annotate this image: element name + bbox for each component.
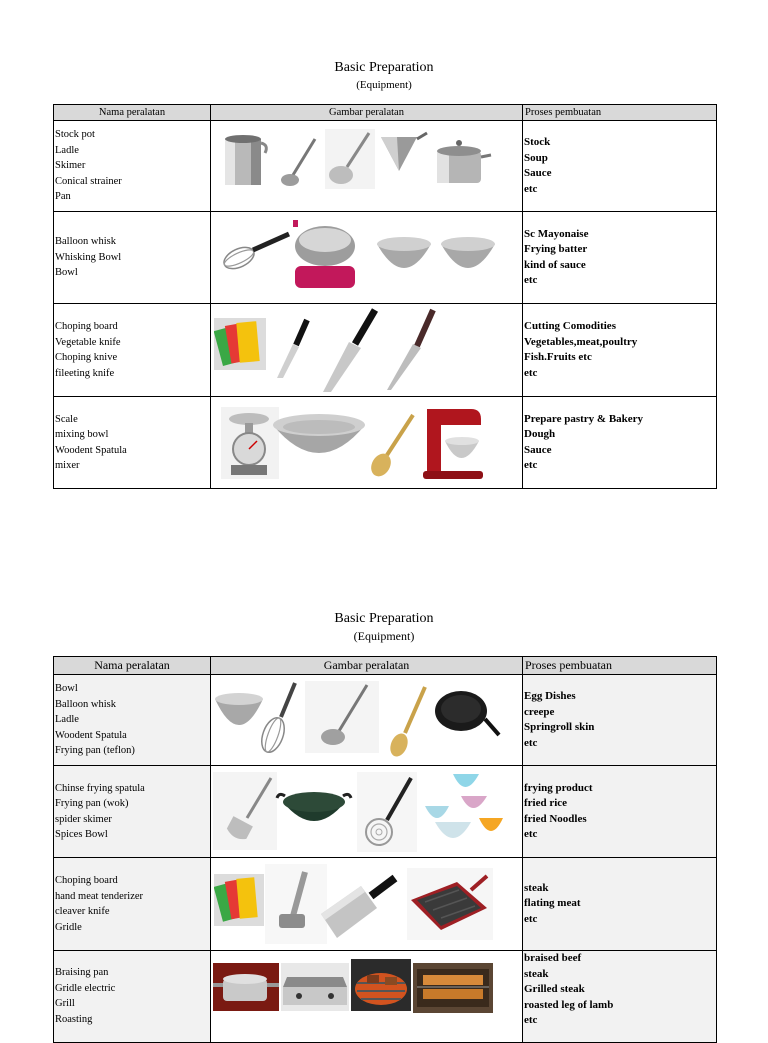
process-item: Stock [524,136,551,148]
header-proses-pembuatan: Proses pembuatan [523,657,717,675]
table-header-row [54,657,717,675]
braising-pan-icon [213,963,279,1011]
equipment-name: Balloon whisk [55,698,116,710]
process-item: fried rice [524,797,568,809]
section1-subtitle: (Equipment) [356,79,412,91]
equipment-table-1 [53,104,717,489]
equipment-name: Bowl [55,683,78,695]
table-header-row [54,105,717,121]
equipment-names-cell [54,951,211,1043]
table-row [54,858,717,951]
stock-pot-icon [219,129,269,189]
equipment-name: Roasting [55,1013,93,1025]
equipment-name: Stock pot [55,129,95,141]
equipment-pictures-cell [211,304,523,397]
equipment-name: fileeting knife [55,367,115,379]
process-item: Soup [524,151,548,164]
table-row [54,121,717,212]
equipment-name: spider skimer [55,813,112,825]
stand-mixer-icon [417,403,489,483]
cleaver-knife-icon [315,864,403,944]
process-item: braised beef [524,952,582,964]
process-cell [523,766,717,858]
header-gambar-peralatan: Gambar peralatan [211,657,523,675]
chinese-frying-spatula-icon [213,772,277,850]
electric-griddle-icon [281,963,349,1011]
frying-pan-icon [433,685,501,743]
header-gambar-peralatan: Gambar peralatan [211,105,523,121]
section2-subtitle: (Equipment) [353,629,415,643]
equipment-pictures-cell [211,121,523,212]
equipment-names-cell [54,858,211,951]
cutting-board-icon [214,874,264,926]
equipment-name: Skimer [55,160,86,172]
equipment-pictures-cell [211,858,523,951]
process-item: steak [524,967,549,980]
process-item: fried Noodles [524,812,587,825]
equipment-name: mixing bowl [55,429,109,440]
chopping-knife-icon [321,306,381,394]
spices-bowls-icon [421,770,503,852]
process-cell [523,212,717,304]
ladle-icon [305,681,379,753]
process-item: Egg Dishes [524,690,576,702]
process-cell [523,397,717,489]
process-item: Vegetables,meat,poultry [524,335,638,348]
equipment-name: Woodent Spatula [55,729,127,741]
table-row [54,212,717,304]
vegetable-knife-icon [271,314,311,382]
process-item: roasted leg of lamb [524,998,614,1011]
process-item: Grilled steak [524,983,585,995]
process-item: kind of sauce [524,258,586,271]
table-row [54,951,717,1043]
skimmer-icon [325,129,375,189]
table-row [54,675,717,766]
equipment-name: Bowl [55,267,78,279]
equipment-name: Choping board [55,321,118,332]
equipment-name: Scale [55,413,78,425]
section2-title: Basic Preparation [334,611,434,626]
equipment-name: Spices Bowl [55,829,108,840]
process-cell [523,304,717,397]
equipment-name: Choping knive [55,352,118,363]
equipment-name: hand meat tenderizer [55,890,144,902]
equipment-name: Ladle [55,714,79,726]
equipment-name: Frying pan (teflon) [55,745,135,757]
process-item: Springroll skin [524,721,595,733]
mixing-bowl-icon [271,411,367,463]
spider-skimmer-icon [357,772,417,852]
equipment-name: Frying pan (wok) [55,798,129,809]
process-cell [523,951,717,1043]
section1-title: Basic Preparation [334,60,434,75]
header-nama-peralatan: Nama peralatan [54,657,211,675]
process-item: Cutting Comodities [524,320,616,332]
process-item: Sc Mayonaise [524,227,589,240]
process-item: etc [524,366,538,379]
process-item: etc [524,182,538,195]
equipment-name: mixer [55,460,80,471]
equipment-name: Braising pan [55,967,109,978]
equipment-name: Balloon whisk [55,236,116,248]
equipment-name: Pan [55,191,71,203]
process-item: etc [524,459,538,471]
equipment-names-cell [54,675,211,766]
header-proses-pembuatan: Proses pembuatan [523,105,717,121]
process-item: Prepare pastry & Bakery [524,412,644,425]
equipment-names-cell [54,766,211,858]
equipment-name: Grill [55,998,75,1009]
equipment-names-cell [54,397,211,489]
cutting-board-icon [214,318,266,370]
wooden-spatula-icon [367,411,419,479]
grill-icon [351,959,411,1011]
process-item: flating meat [524,897,581,910]
equipment-name: Vegetable knife [55,336,121,348]
equipment-name: Conical strainer [55,175,122,187]
process-item: etc [524,912,538,925]
equipment-pictures-cell [211,675,523,766]
balloon-whisk-icon [219,226,293,274]
header-nama-peralatan: Nama peralatan [54,105,211,121]
table-row [54,397,717,489]
table-row [54,766,717,858]
conical-strainer-icon [377,131,429,177]
process-item: etc [524,274,538,286]
equipment-names-cell [54,304,211,397]
process-cell [523,675,717,766]
process-cell [523,121,717,212]
bowl-icon [375,234,433,282]
pan-icon [433,135,493,187]
equipment-pictures-cell [211,951,523,1043]
equipment-pictures-cell [211,397,523,489]
process-item: Sauce [524,167,552,179]
roasting-oven-icon [413,963,493,1013]
equipment-name: Woodent Spatula [55,444,127,456]
equipment-pictures-cell [211,212,523,304]
balloon-whisk-icon [257,679,301,757]
equipment-name: Gridle [55,921,82,933]
equipment-name: cleaver knife [55,906,110,917]
equipment-names-cell [54,212,211,304]
equipment-name: Whisking Bowl [55,251,122,263]
process-item: etc [524,1014,538,1026]
process-item: frying product [524,781,593,794]
process-item: etc [524,736,538,749]
process-item: Sauce [524,443,552,456]
wok-icon [275,784,353,836]
process-cell [523,858,717,951]
equipment-names-cell [54,121,211,212]
table-row [54,304,717,397]
ladle-icon [273,135,323,190]
whisking-bowl-icon [293,220,359,290]
process-item: creepe [524,705,555,718]
griddle-pan-icon [407,868,493,940]
equipment-pictures-cell [211,766,523,858]
bowl-icon [439,234,497,282]
process-item: Frying batter [524,243,588,255]
process-item: etc [524,828,538,840]
wooden-spatula-icon [387,683,431,759]
equipment-name: Ladle [55,144,79,156]
process-item: steak [524,881,549,894]
process-item: Dough [524,428,556,440]
equipment-table-2 [53,656,717,1043]
filleting-knife-icon [383,306,439,392]
equipment-name: Choping board [55,875,118,886]
equipment-name: Chinse frying spatula [55,782,145,794]
equipment-name: Gridle electric [55,982,116,994]
process-item: Fish.Fruits etc [524,351,592,363]
